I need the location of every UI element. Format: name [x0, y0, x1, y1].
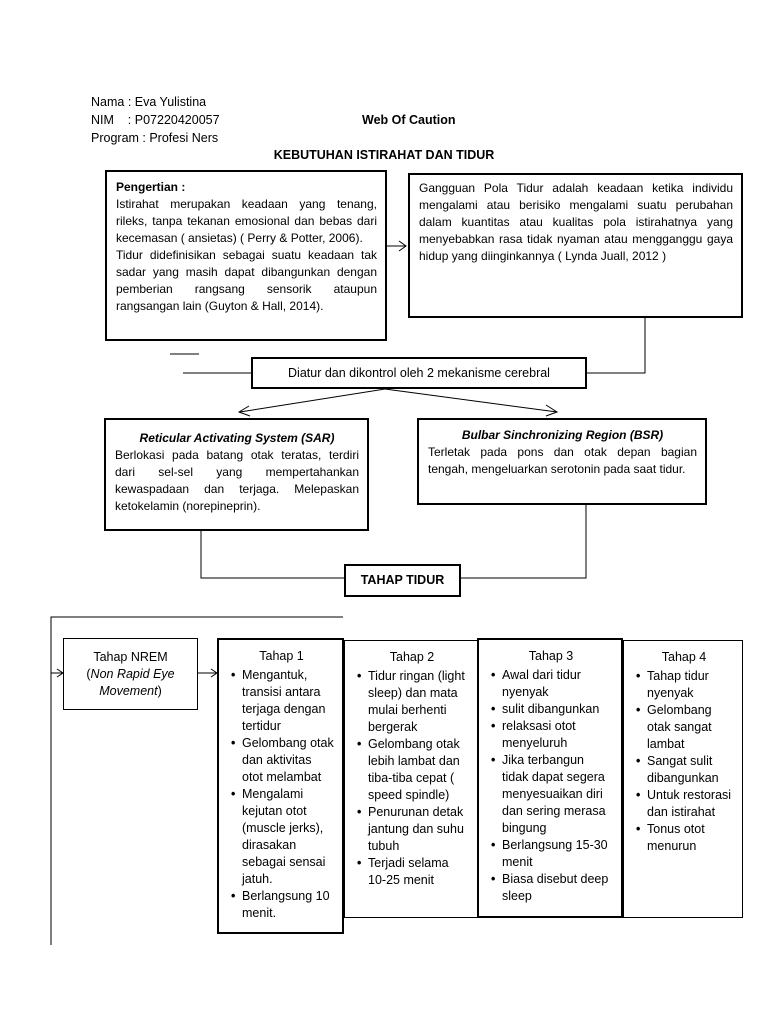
sar-text: Berlokasi pada batang otak teratas, terdiri dari sel-sel yang mempertahankan kewaspadaan dan terjaga. Melepaskan ketokelamin (norepineprin). — [115, 448, 359, 513]
bsr-box — [417, 418, 707, 505]
stage-2-title: Tahap 2 — [389, 650, 435, 664]
stage-2-box — [344, 640, 478, 918]
student-nim: NIM : P07220420057 — [91, 113, 220, 127]
pengertian-heading: Pengertian : — [116, 180, 186, 194]
stage-1-list — [229, 667, 334, 922]
list-item: • Berlangsung 15-30 menit — [502, 837, 613, 871]
nrem-subtitle-italic: Non Rapid Eye Movement — [90, 667, 175, 698]
mekanisme-box — [251, 357, 587, 389]
pengertian-box — [105, 170, 387, 341]
pengertian-tidur: Tidur didefinisikan sebagai suatu keadaan tak sadar yang masih dapat dibangunkan dengan pemberian rangsang sensorik ataupun rangsangan lain (Guyton & Hall, 2014). — [116, 248, 377, 313]
list-item: • Mengalami kejutan otot (muscle jerks), dirasakan sebagai sensai jatuh. — [242, 786, 334, 888]
stage-4-box — [623, 640, 743, 918]
stage-3-list — [489, 667, 613, 905]
list-item: • Tidur ringan (light sleep) dan mata mulai berhenti bergerak — [368, 668, 469, 736]
tahap-tidur-box — [344, 564, 461, 597]
gangguan-text: Gangguan Pola Tidur adalah keadaan ketika individu mengalami atau berisiko mengalami suatu perubahan dalam kuantitas atau kualitas pola istirahatnya yang menyebabkan rasa tidak nyaman atau mengganggu gaya hidup yang diinginkannya ( Lynda Juall, 2012 ) — [419, 181, 733, 263]
main-title: KEBUTUHAN ISTIRAHAT DAN TIDUR — [273, 148, 495, 162]
mekanisme-label: Diatur dan dikontrol oleh 2 mekanisme cerebral — [288, 365, 550, 380]
list-item: • relaksasi otot menyeluruh — [502, 718, 613, 752]
list-item: • Penurunan detak jantung dan suhu tubuh — [368, 804, 469, 855]
doc-title: Web Of Caution — [362, 113, 456, 127]
stage-4-list — [634, 668, 734, 855]
stage-3-box — [477, 638, 623, 918]
list-item: • Gelombang otak sangat lambat — [647, 702, 734, 753]
list-item: • Untuk restorasi dan istirahat — [647, 787, 734, 821]
list-item: • Jika terbangun tidak dapat segera menyesuaikan diri dan sering merasa bingung — [502, 752, 613, 837]
list-item: • Tahap tidur nyenyak — [647, 668, 734, 702]
pengertian-istirahat: Istirahat merupakan keadaan yang tenang, rileks, tanpa tekanan emosional dan bebas dari kecemasan ( ansietas) ( Perry & Potter, 2006). — [116, 197, 377, 245]
tahap-tidur-label: TAHAP TIDUR — [360, 573, 445, 588]
stage-1-box — [217, 638, 344, 934]
stage-4-title: Tahap 4 — [661, 650, 707, 664]
student-name: Nama : Eva Yulistina — [91, 95, 207, 109]
list-item: • Sangat sulit dibangunkan — [647, 753, 734, 787]
sar-box — [104, 418, 369, 531]
stage-3-title: Tahap 3 — [528, 649, 574, 663]
list-item: • Gelombang otak lebih lambat dan tiba-tiba cepat ( speed spindle) — [368, 736, 469, 804]
list-item: • Awal dari tidur nyenyak — [502, 667, 613, 701]
nrem-subtitle: (Non Rapid Eye Movement) — [86, 667, 175, 698]
list-item: • Tonus otot menurun — [647, 821, 734, 855]
stage-2-list — [355, 668, 469, 889]
list-item: • Berlangsung 10 menit. — [242, 888, 334, 922]
list-item: • Terjadi selama 10-25 menit — [368, 855, 469, 889]
nrem-label: Tahap NREM — [93, 650, 168, 664]
list-item: • Gelombang otak dan aktivitas otot melambat — [242, 735, 334, 786]
list-item: • Mengantuk, transisi antara terjaga dengan tertidur — [242, 667, 334, 735]
bsr-title: Bulbar Sinchronizing Region (BSR) — [461, 428, 664, 442]
bsr-text: Terletak pada pons dan otak depan bagian tengah, mengeluarkan serotonin pada saat tidur. — [428, 445, 697, 476]
sar-title: Reticular Activating System (SAR) — [139, 431, 335, 445]
list-item: • Biasa disebut deep sleep — [502, 871, 613, 905]
nrem-box — [63, 638, 198, 710]
list-item: • sulit dibangunkan — [502, 701, 613, 718]
stage-1-title: Tahap 1 — [259, 649, 304, 663]
gangguan-box — [408, 173, 743, 318]
student-program: Program : Profesi Ners — [91, 131, 219, 145]
